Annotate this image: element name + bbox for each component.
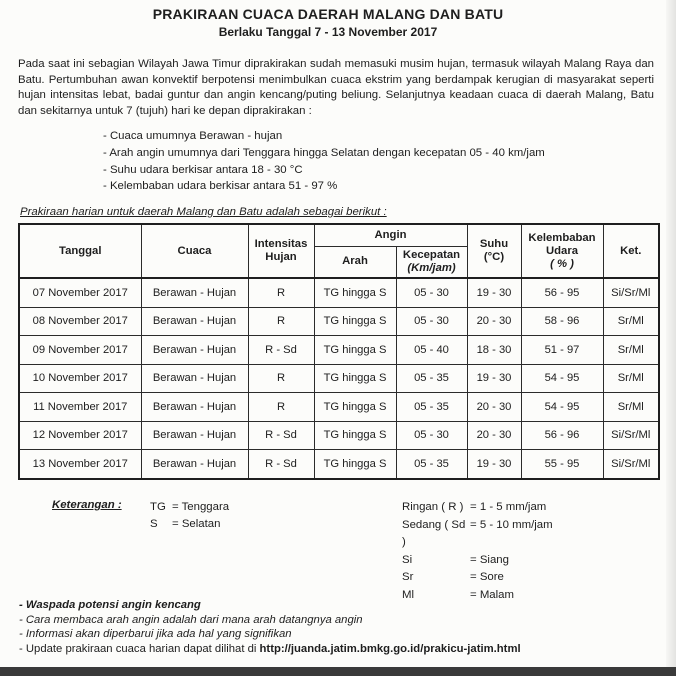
cell-arah: TG hingga S bbox=[314, 393, 396, 422]
scan-edge-bottom bbox=[0, 667, 676, 676]
cell-kecepatan: 05 - 35 bbox=[396, 393, 467, 422]
cell-kecepatan: 05 - 30 bbox=[396, 421, 467, 450]
cell-kelembaban: 51 - 97 bbox=[521, 336, 603, 365]
note-update-text: - Update prakiraan cuaca harian dapat dilihat di bbox=[19, 643, 260, 656]
cell-kecepatan: 05 - 35 bbox=[396, 450, 467, 479]
legend-definition: = Malam bbox=[470, 588, 514, 601]
cell-tanggal: 07 November 2017 bbox=[19, 278, 141, 307]
cell-intensitas: R bbox=[248, 393, 314, 422]
legend-item bbox=[402, 569, 553, 587]
table-row bbox=[19, 336, 659, 365]
cell-suhu: 20 - 30 bbox=[467, 421, 521, 450]
kecepatan-unit: (Km/jam) bbox=[407, 261, 456, 274]
forecast-table-header bbox=[19, 224, 659, 278]
suhu-unit: (°C) bbox=[483, 251, 505, 263]
cell-cuaca: Berawan - Hujan bbox=[141, 393, 248, 422]
cell-tanggal: 09 November 2017 bbox=[19, 336, 141, 365]
cell-suhu: 18 - 30 bbox=[467, 336, 521, 365]
col-header-kelembaban bbox=[521, 224, 603, 278]
table-row bbox=[19, 421, 659, 450]
kecepatan-label: Kecepatan bbox=[402, 248, 461, 261]
table-row bbox=[19, 278, 659, 307]
cell-kelembaban: 54 - 95 bbox=[521, 393, 603, 422]
note-update-policy: - Informasi akan diperbarui jika ada hal yang signifikan bbox=[19, 628, 292, 641]
legend-item bbox=[150, 499, 229, 516]
col-header-intensitas: Intensitas Hujan bbox=[248, 224, 314, 278]
col-header-kecepatan bbox=[396, 246, 467, 278]
cell-suhu: 19 - 30 bbox=[467, 364, 521, 393]
footer-notes bbox=[19, 598, 521, 657]
cell-kecepatan: 05 - 35 bbox=[396, 364, 467, 393]
cell-ket: Si/Sr/Ml bbox=[603, 278, 659, 307]
legend-definition: = Tenggara bbox=[172, 501, 230, 513]
col-header-tanggal: Tanggal bbox=[19, 224, 141, 278]
bullet-suhu: - Suhu udara berkisar antara 18 - 30 °C bbox=[103, 163, 303, 176]
legend-term: Si bbox=[402, 553, 413, 566]
legend-term: Sedang ( Sd ) bbox=[402, 518, 466, 548]
cell-cuaca: Berawan - Hujan bbox=[141, 421, 248, 450]
col-header-angin: Angin bbox=[314, 224, 467, 246]
cell-arah: TG hingga S bbox=[314, 307, 396, 336]
legend-term: TG bbox=[150, 501, 166, 513]
bullet-kelembaban: - Kelembaban udara berkisar antara 51 - 97 % bbox=[103, 180, 338, 193]
cell-arah: TG hingga S bbox=[314, 336, 396, 365]
cell-ket: Sr/Ml bbox=[603, 307, 659, 336]
bullet-cuaca: - Cuaca umumnya Berawan - hujan bbox=[103, 130, 283, 142]
col-header-suhu bbox=[467, 224, 521, 278]
forecast-table bbox=[18, 223, 660, 480]
cell-kelembaban: 58 - 96 bbox=[521, 307, 603, 336]
cell-tanggal: 12 November 2017 bbox=[19, 421, 141, 450]
cell-suhu: 20 - 30 bbox=[467, 307, 521, 336]
forecast-url: http://juanda.jatim.bmkg.go.id/prakicu-jatim.html bbox=[259, 643, 521, 656]
cell-ket: Si/Sr/Ml bbox=[603, 450, 659, 479]
cell-kecepatan: 05 - 40 bbox=[396, 336, 467, 365]
suhu-label: Suhu bbox=[479, 238, 509, 250]
table-row bbox=[19, 307, 659, 336]
cell-arah: TG hingga S bbox=[314, 364, 396, 393]
keterangan-label: Keterangan : bbox=[52, 499, 122, 511]
table-caption: Prakiraan harian untuk daerah Malang dan Batu adalah sebagai berikut : bbox=[20, 206, 387, 218]
cell-kelembaban: 56 - 95 bbox=[521, 278, 603, 307]
note-warning: - Waspada potensi angin kencang bbox=[19, 599, 201, 611]
cell-ket: Si/Sr/Ml bbox=[603, 421, 659, 450]
summary-bullet-list bbox=[103, 128, 545, 195]
kelembaban-unit: ( % ) bbox=[550, 257, 574, 270]
validity-period: Berlaku Tanggal 7 - 13 November 2017 bbox=[218, 25, 438, 39]
cell-kecepatan: 05 - 30 bbox=[396, 278, 467, 307]
cell-tanggal: 08 November 2017 bbox=[19, 307, 141, 336]
table-row bbox=[19, 364, 659, 393]
cell-kelembaban: 55 - 95 bbox=[521, 450, 603, 479]
legend-term: S bbox=[150, 517, 158, 530]
cell-tanggal: 10 November 2017 bbox=[19, 364, 141, 393]
legend-definition: = Selatan bbox=[172, 517, 221, 530]
cell-tanggal: 13 November 2017 bbox=[19, 450, 141, 479]
col-header-cuaca: Cuaca bbox=[141, 224, 248, 278]
cell-kelembaban: 54 - 95 bbox=[521, 364, 603, 393]
cell-cuaca: Berawan - Hujan bbox=[141, 450, 248, 479]
cell-intensitas: R - Sd bbox=[248, 336, 314, 365]
legend-definition: = Sore bbox=[470, 571, 504, 583]
legend-item bbox=[150, 516, 229, 533]
cell-intensitas: R - Sd bbox=[248, 450, 314, 479]
intensity-time-legend bbox=[402, 499, 553, 604]
forecast-table-body bbox=[19, 278, 659, 479]
cell-intensitas: R - Sd bbox=[248, 421, 314, 450]
cell-suhu: 19 - 30 bbox=[467, 278, 521, 307]
table-row bbox=[19, 450, 659, 479]
cell-cuaca: Berawan - Hujan bbox=[141, 364, 248, 393]
cell-intensitas: R bbox=[248, 364, 314, 393]
legend-item bbox=[402, 517, 553, 552]
cell-cuaca: Berawan - Hujan bbox=[141, 307, 248, 336]
page-title: PRAKIRAAN CUACA DAERAH MALANG DAN BATU bbox=[152, 6, 504, 22]
legend-item bbox=[402, 499, 553, 517]
cell-intensitas: R bbox=[248, 278, 314, 307]
cell-ket: Sr/Ml bbox=[603, 336, 659, 365]
kelembaban-label: Kelembaban Udara bbox=[528, 231, 596, 257]
cell-ket: Sr/Ml bbox=[603, 364, 659, 393]
legend-definition: = 5 - 10 mm/jam bbox=[470, 518, 553, 531]
legend-definition: = 1 - 5 mm/jam bbox=[470, 501, 547, 513]
cell-kelembaban: 56 - 96 bbox=[521, 421, 603, 450]
cell-ket: Sr/Ml bbox=[603, 393, 659, 422]
cell-cuaca: Berawan - Hujan bbox=[141, 278, 248, 307]
cell-cuaca: Berawan - Hujan bbox=[141, 336, 248, 365]
wind-direction-legend bbox=[150, 499, 229, 532]
col-header-arah: Arah bbox=[314, 246, 396, 278]
cell-arah: TG hingga S bbox=[314, 450, 396, 479]
legend-term: Ringan ( R ) bbox=[402, 501, 464, 513]
legend-term: Sr bbox=[402, 571, 414, 583]
intro-paragraph: Pada saat ini sebagian Wilayah Jawa Timur diprakirakan sudah memasuki musim hujan, termasuk wilayah Malang Raya dan Batu. Pertumbuhan awan konvektif berpotensi menimbulkan cuaca ekstrim yang berdampak kerugian di masyarakat seperti hujan intensitas lebat, badai guntur dan angin kencang/puting beliung. Selanjutnya keadaan cuaca di daerah Malang, Batu dan sekitarnya untuk 7 (tujuh) hari ke depan diprakirakan : bbox=[18, 58, 654, 117]
cell-arah: TG hingga S bbox=[314, 421, 396, 450]
cell-tanggal: 11 November 2017 bbox=[19, 393, 141, 422]
cell-arah: TG hingga S bbox=[314, 278, 396, 307]
cell-intensitas: R bbox=[248, 307, 314, 336]
cell-kecepatan: 05 - 30 bbox=[396, 307, 467, 336]
note-update-link-line bbox=[19, 642, 521, 657]
legend-term: Ml bbox=[402, 588, 415, 601]
table-row bbox=[19, 393, 659, 422]
bullet-angin: - Arah angin umumnya dari Tenggara hingga Selatan dengan kecepatan 05 - 40 km/jam bbox=[103, 146, 545, 159]
scan-edge-right bbox=[666, 0, 676, 676]
note-wind-reading: - Cara membaca arah angin adalah dari mana arah datangnya angin bbox=[19, 613, 363, 626]
cell-suhu: 20 - 30 bbox=[467, 393, 521, 422]
legend-definition: = Siang bbox=[470, 553, 509, 566]
cell-suhu: 19 - 30 bbox=[467, 450, 521, 479]
document-header bbox=[0, 6, 656, 39]
col-header-ket: Ket. bbox=[603, 224, 659, 278]
legend-item bbox=[402, 552, 553, 570]
